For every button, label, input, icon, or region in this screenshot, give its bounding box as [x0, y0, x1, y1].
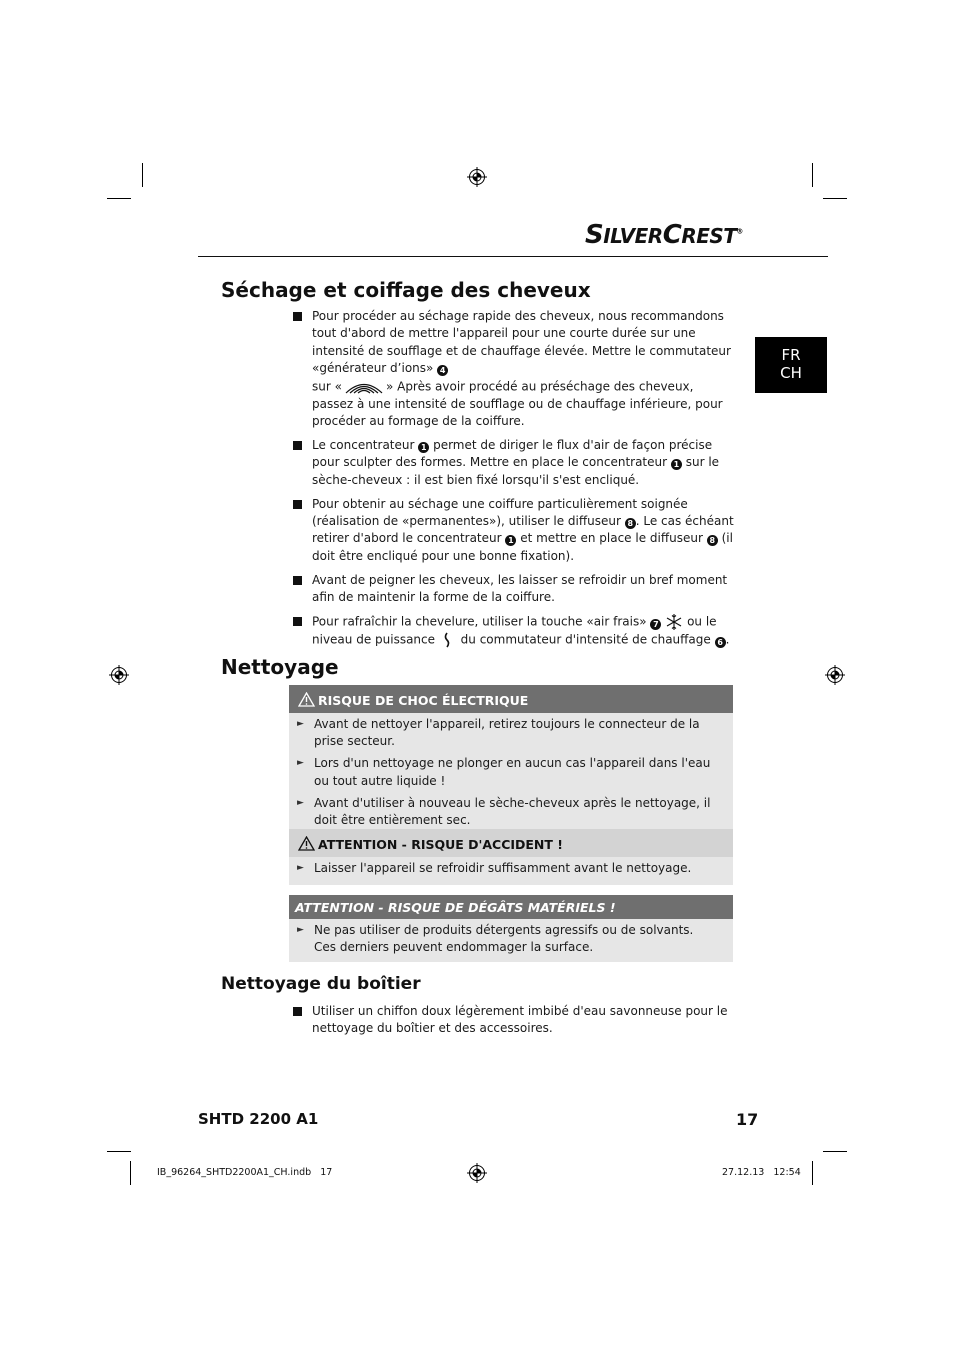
part-number-badge: 8	[707, 535, 718, 546]
crop-mark	[812, 163, 813, 187]
list-item: Pour obtenir au séchage une coiffure particulièrement soignée (réalisation de «permanentes»), utiliser le diffuseur 8 . Le cas échéant retirer d'abord le concentrateur 1 et mettre en place le diffuseur 8 (il doit être encliqué pour une bonne fixation).	[292, 496, 734, 566]
crop-mark	[107, 1151, 131, 1152]
crop-mark	[130, 1161, 131, 1185]
warning-triangle-icon	[298, 836, 315, 851]
brand-logo: SILVERCREST®	[585, 220, 743, 250]
warning-header: ATTENTION - RISQUE D'ACCIDENT !	[289, 829, 733, 857]
warning-box-damage	[289, 895, 733, 962]
imprint-date: 27.12.13 12:54	[722, 1167, 801, 1178]
list-item: ► Avant d'utiliser à nouveau le sèche-cheveux après le nettoyage, il doit être entièrement sec.	[297, 795, 725, 830]
list-item: ► Lors d'un nettoyage ne plonger en aucun cas l'appareil dans l'eau ou tout autre liquide !	[297, 755, 725, 790]
crop-mark	[823, 198, 847, 199]
registration-mark-icon	[467, 1163, 487, 1183]
registration-mark-icon	[109, 665, 129, 685]
warning-box-accident	[289, 829, 733, 885]
section-title: Séchage et coiffage des cheveux	[221, 278, 591, 302]
registration-mark-icon	[825, 665, 845, 685]
warning-header: RISQUE DE CHOC ÉLECTRIQUE	[289, 685, 733, 713]
heat-level-icon	[439, 631, 457, 649]
list-item: Le concentrateur 1 permet de diriger le flux d'air de façon précise pour sculpter des formes. Mettre en place le concentrateur 1 sur le sèche-cheveux : il est bien fixé lorsqu'il s'est encliqué.	[292, 437, 734, 489]
part-number-badge: 1	[671, 459, 682, 470]
crop-mark	[812, 1161, 813, 1185]
bullet-list	[292, 308, 734, 656]
crop-mark	[107, 198, 131, 199]
imprint-file: IB_96264_SHTD2200A1_CH.indb 17	[157, 1167, 333, 1178]
part-number-badge: 4	[437, 365, 448, 376]
part-number-badge: 1	[418, 442, 429, 453]
list-item: ► Ne pas utiliser de produits détergents agressifs ou de solvants. Ces derniers peuvent endommager la surface.	[297, 922, 725, 957]
bullet-list	[292, 1003, 734, 1044]
warning-triangle-icon	[298, 692, 315, 707]
part-number-badge: 8	[625, 518, 636, 529]
list-item: Avant de peigner les cheveux, les laisser se refroidir un bref moment afin de maintenir la forme de la coiffure.	[292, 572, 734, 607]
model-number: SHTD 2200 A1	[198, 1110, 319, 1128]
part-number-badge: 6	[715, 637, 726, 648]
list-item: Pour rafraîchir la chevelure, utiliser la touche «air frais» 7 ou le niveau de puissance du commutateur d'intensité de chauffage 6 .	[292, 613, 734, 649]
crop-mark	[142, 163, 143, 187]
crop-mark	[823, 1151, 847, 1152]
header-rule	[198, 256, 828, 257]
section-title: Nettoyage	[221, 655, 339, 679]
warning-header: ATTENTION - RISQUE DE DÉGÂTS MATÉRIELS !	[289, 895, 733, 919]
language-code: FR	[781, 346, 801, 364]
ion-waves-icon	[342, 378, 386, 396]
warning-box-electric	[289, 685, 733, 837]
snowflake-icon	[665, 613, 683, 631]
list-item: ► Avant de nettoyer l'appareil, retirez toujours le connecteur de la prise secteur.	[297, 716, 725, 751]
part-number-badge: 7	[650, 619, 661, 630]
subsection-title: Nettoyage du boîtier	[221, 974, 421, 994]
registration-mark-icon	[467, 167, 487, 187]
list-item: ► Laisser l'appareil se refroidir suffisamment avant le nettoyage.	[297, 860, 725, 877]
country-code: CH	[780, 364, 802, 382]
language-tab	[755, 337, 827, 393]
page-number: 17	[736, 1110, 759, 1129]
list-item: Pour procéder au séchage rapide des cheveux, nous recommandons tout d'abord de mettre l'appareil pour une courte durée sur une intensité de soufflage et de chauffage élevée. Mettre le commutateur «générateur d’ions» 4 sur « » Après avoir procédé au préséchage des cheveux, passez à une intensité de soufflage ou de chauffage inférieure, pour procéder au formage de la coiffure.	[292, 308, 734, 430]
part-number-badge: 1	[505, 535, 516, 546]
list-item: Utiliser un chiffon doux légèrement imbibé d'eau savonneuse pour le nettoyage du boîtier et des accessoires.	[292, 1003, 734, 1038]
